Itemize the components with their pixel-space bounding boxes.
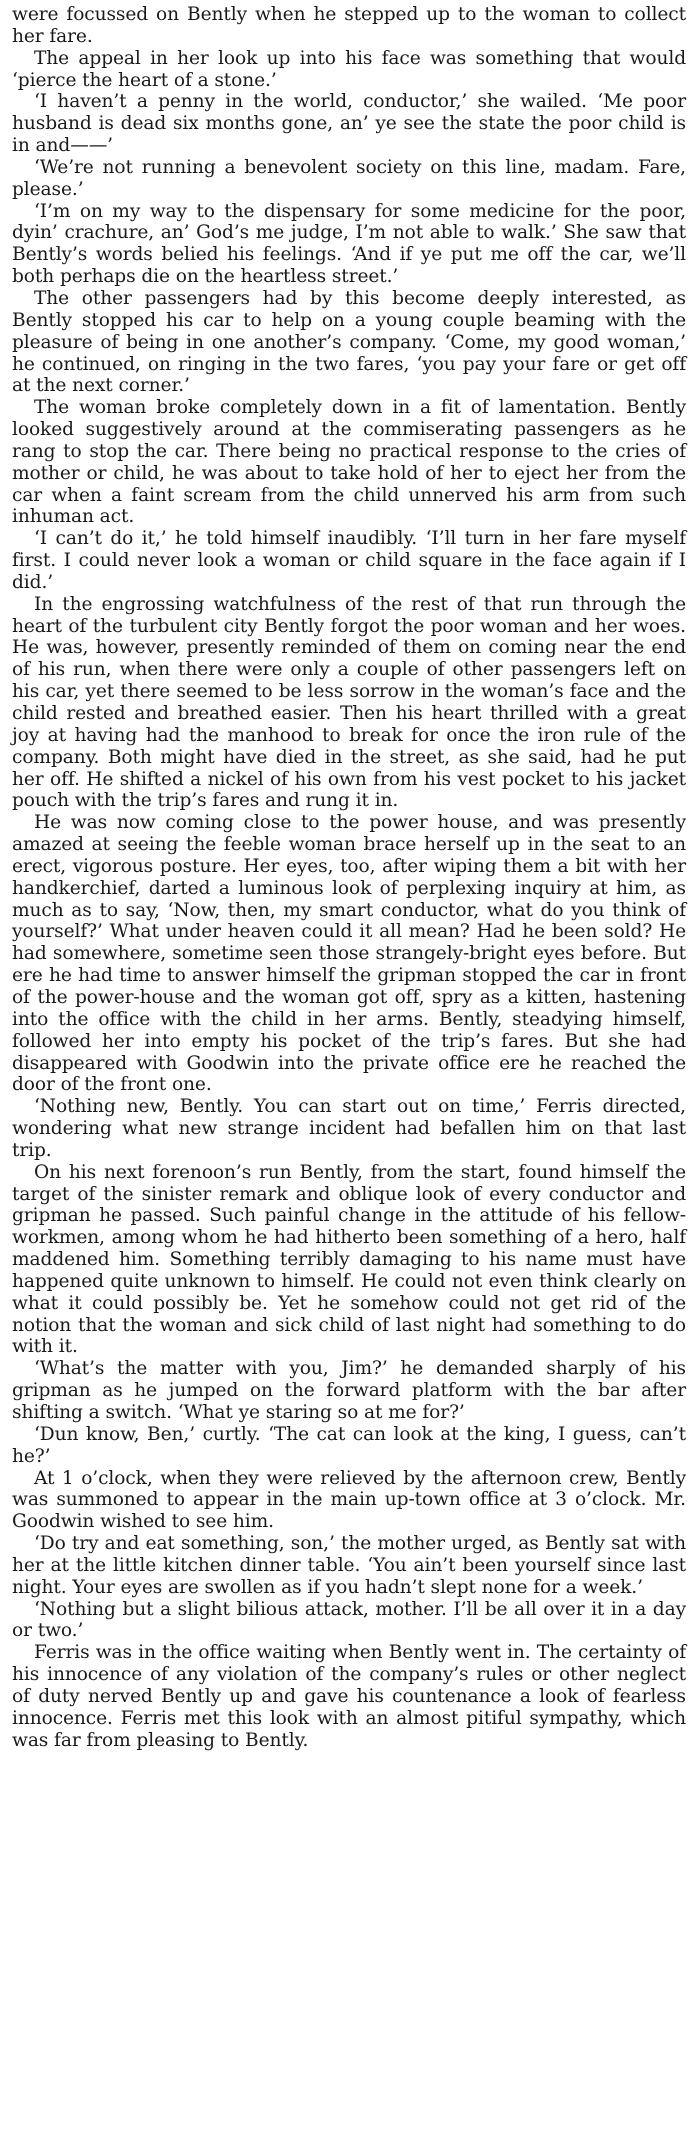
paragraph-6: The other passengers had by this become deeply interested, as Bently stopped his car to help on a young couple beaming with the pleasure of being in one another’s company. ‘Come, my good woman,’ he continued, on ringing in the two fares, ‘you pay your fare or get off at the next corner.’	[12, 287, 686, 397]
paragraph-1: were focussed on Bently when he stepped up to the woman to collect her fare.	[12, 4, 686, 47]
paragraph-13: ‘What’s the matter with you, Jim?’ he demanded sharply of his gripman as he jumped on the forward platform with the bar after shifting a switch. ‘What ye staring so at me for?’	[12, 1358, 686, 1423]
paragraph-11: ‘Nothing new, Bently. You can start out on time,’ Ferris directed, wondering what new strange incident had befallen him on that last trip.	[12, 1096, 686, 1161]
paragraph-17: ‘Nothing but a slight bilious attack, mother. I’ll be all over it in a day or two.’	[12, 1598, 686, 1642]
paragraph-2: The appeal in her look up into his face was something that would ‘pierce the heart of a stone.’	[12, 47, 686, 91]
paragraph-7: The woman broke completely down in a fit of lamentation. Bently looked suggestively around at the commiserating passengers as he rang to stop the car. There being no practical response to the cries of mother or child, he was about to take hold of her to eject her from the car when a faint scream from the child unnerved his arm from such inhuman act.	[12, 397, 686, 528]
paragraph-4: ‘We’re not running a benevolent society on this line, madam. Fare, please.’	[12, 156, 686, 200]
paragraph-10: He was now coming close to the power house, and was presently amazed at seeing the feeble woman brace herself up in the seat to an erect, vigorous posture. Her eyes, too, after wiping them a bit with her handkerchief, darted a luminous look of perplexing inquiry at him, as much as to say, ‘Now, then, my smart conductor, what do you think of yourself?’ What under heaven could it all mean? Had he been sold? He had somewhere, sometime seen those strangely-bright eyes before. But ere he had time to answer himself the gripman stopped the car in front of the power-house and the woman got off, spry as a kitten, hastening into the office with the child in her arms. Bently, steadying himself, followed her into empty his pocket of the trip’s fares. But she had disappeared with Goodwin into the private office ere he reached the door of the front one.	[12, 812, 686, 1096]
paragraph-9: In the engrossing watchfulness of the rest of that run through the heart of the turbulent city Bently forgot the poor woman and her woes. He was, however, presently reminded of them on coming near the end of his run, when there were only a couple of other passengers left on his car, yet there seemed to be less sorrow in the woman’s face and the child rested and breathed easier. Then his heart thrilled with a great joy at having had the manhood to break for once the iron rule of the company. Both might have died in the street, as she said, had he put her off. He shifted a nickel of his own from his vest pocket to his jacket pouch with the trip’s fares and rung it in.	[12, 593, 686, 812]
paragraph-12: On his next forenoon’s run Bently, from the start, found himself the target of the sinister remark and oblique look of every conductor and gripman he passed. Such painful change in the attitude of his fellow-workmen, among whom he had hitherto been something of a hero, half maddened him. Something terribly damaging to his name must have happened quite unknown to himself. He could not even think clearly on what it could possibly be. Yet he somehow could not get rid of the notion that the woman and sick child of last night had something to do with it.	[12, 1161, 686, 1358]
paragraph-16: ‘Do try and eat something, son,’ the mother urged, as Bently sat with her at the little kitchen dinner table. ‘You ain’t been yourself since last night. Your eyes are swollen as if you hadn’t slept none for a week.’	[12, 1533, 686, 1598]
paragraph-14: ‘Dun know, Ben,’ curtly. ‘The cat can look at the king, I guess, can’t he?’	[12, 1423, 686, 1467]
paragraph-8: ‘I can’t do it,’ he told himself inaudibly. ‘I’ll turn in her fare myself first. I could never look a woman or child square in the face again if I did.’	[12, 528, 686, 593]
paragraph-15: At 1 o’clock, when they were relieved by the afternoon crew, Bently was summoned to appear in the main up-town office at 3 o’clock. Mr. Goodwin wished to see him.	[12, 1467, 686, 1533]
paragraph-3: ‘I haven’t a penny in the world, conductor,’ she wailed. ‘Me poor husband is dead six months gone, an’ ye see the state the poor child is in and——’	[12, 91, 686, 157]
paragraph-18: Ferris was in the office waiting when Bently went in. The certainty of his innocence of any violation of the company’s rules or other neglect of duty nerved Bently up and gave his countenance a look of fearless innocence. Ferris met this look with an almost pitiful sympathy, which was far from pleasing to Bently.	[12, 1642, 686, 1751]
paragraph-5: ‘I’m on my way to the dispensary for some medicine for the poor, dyin’ crachure, an’ God’s me judge, I’m not able to walk.’ She saw that Bently’s words belied his feelings. ‘And if ye put me off the car, we’ll both perhaps die on the heartless street.’	[12, 200, 686, 288]
